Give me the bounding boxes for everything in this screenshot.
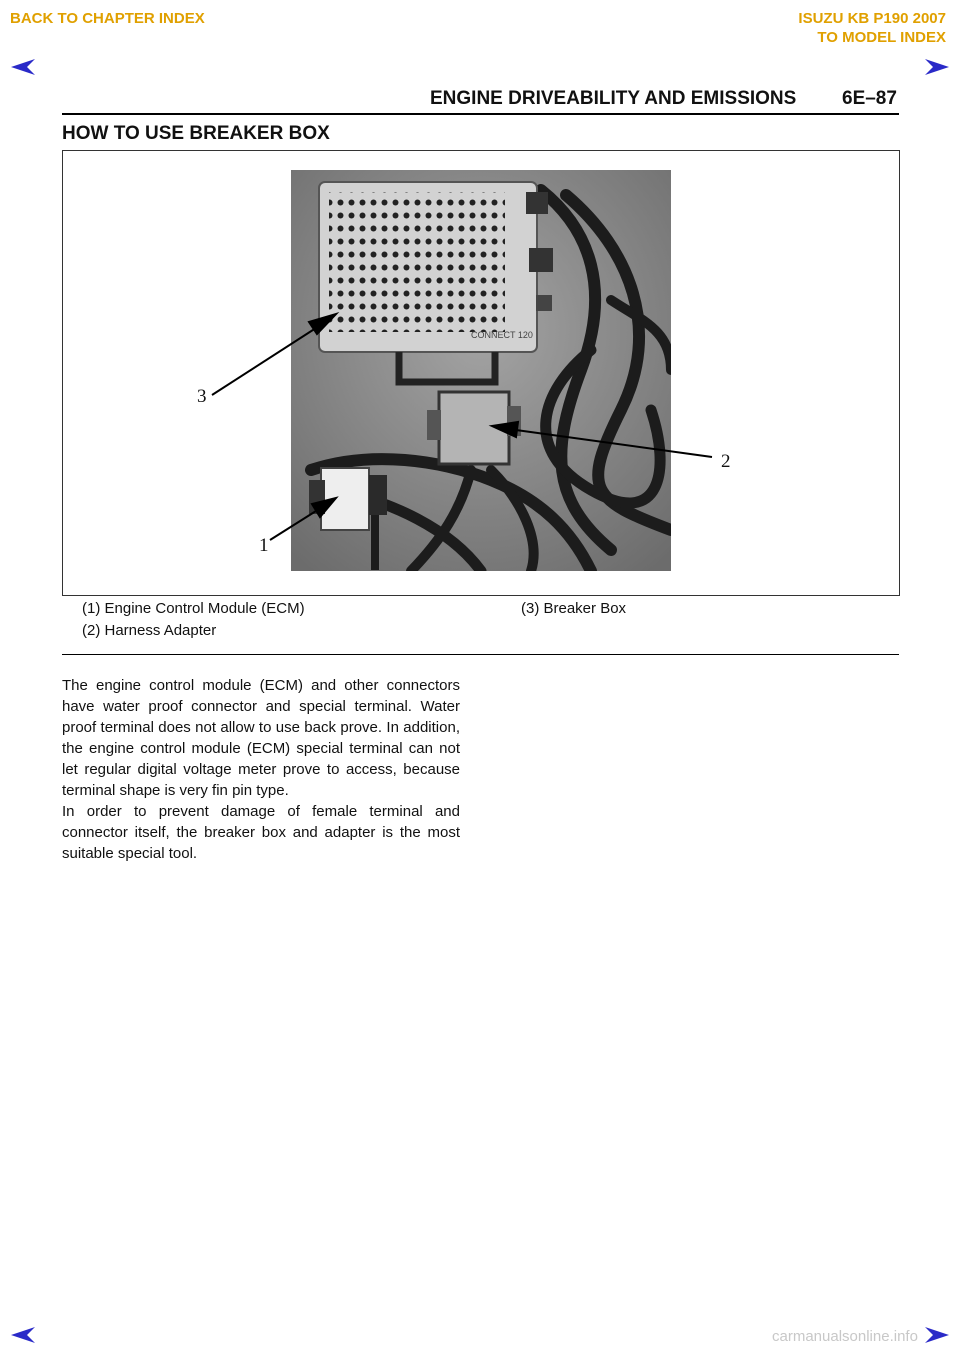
- watermark: carmanualsonline.info: [772, 1328, 918, 1345]
- arrow-left-icon[interactable]: [10, 1326, 36, 1344]
- body-paragraph-1: The engine control module (ECM) and other connectors have water proof connector and special terminal. Water proof terminal does not allow to use back prove. In addition, the engine control module (ECM) special terminal can not let regular digital voltage meter prove to access, because terminal shape is very fin pin type.: [62, 677, 460, 799]
- chapter-title: ENGINE DRIVEABILITY AND EMISSIONS: [430, 88, 797, 109]
- section-title: HOW TO USE BREAKER BOX: [62, 123, 330, 144]
- body-text: [62, 675, 460, 864]
- body-paragraph-2: In order to prevent damage of female terminal and connector itself, the breaker box and adapter is the most suitable special tool.: [62, 803, 460, 862]
- legend-item-2: (2) Harness Adapter: [82, 622, 217, 639]
- to-model-index-link[interactable]: TO MODEL INDEX: [817, 29, 946, 46]
- back-to-chapter-index-link[interactable]: BACK TO CHAPTER INDEX: [10, 10, 205, 27]
- arrow-right-icon[interactable]: [924, 1326, 950, 1344]
- figure-bottom-rule: [62, 654, 899, 655]
- callout-3: 3: [197, 386, 207, 407]
- callout-2: 2: [721, 451, 731, 472]
- callout-1: 1: [259, 535, 269, 556]
- legend-item-3: (3) Breaker Box: [521, 600, 627, 617]
- legend-item-1: (1) Engine Control Module (ECM): [82, 600, 305, 617]
- model-title-link[interactable]: ISUZU KB P190 2007: [798, 10, 946, 27]
- page-number: 6E–87: [842, 88, 897, 109]
- breaker-box-label: CONNECT 120: [471, 330, 533, 340]
